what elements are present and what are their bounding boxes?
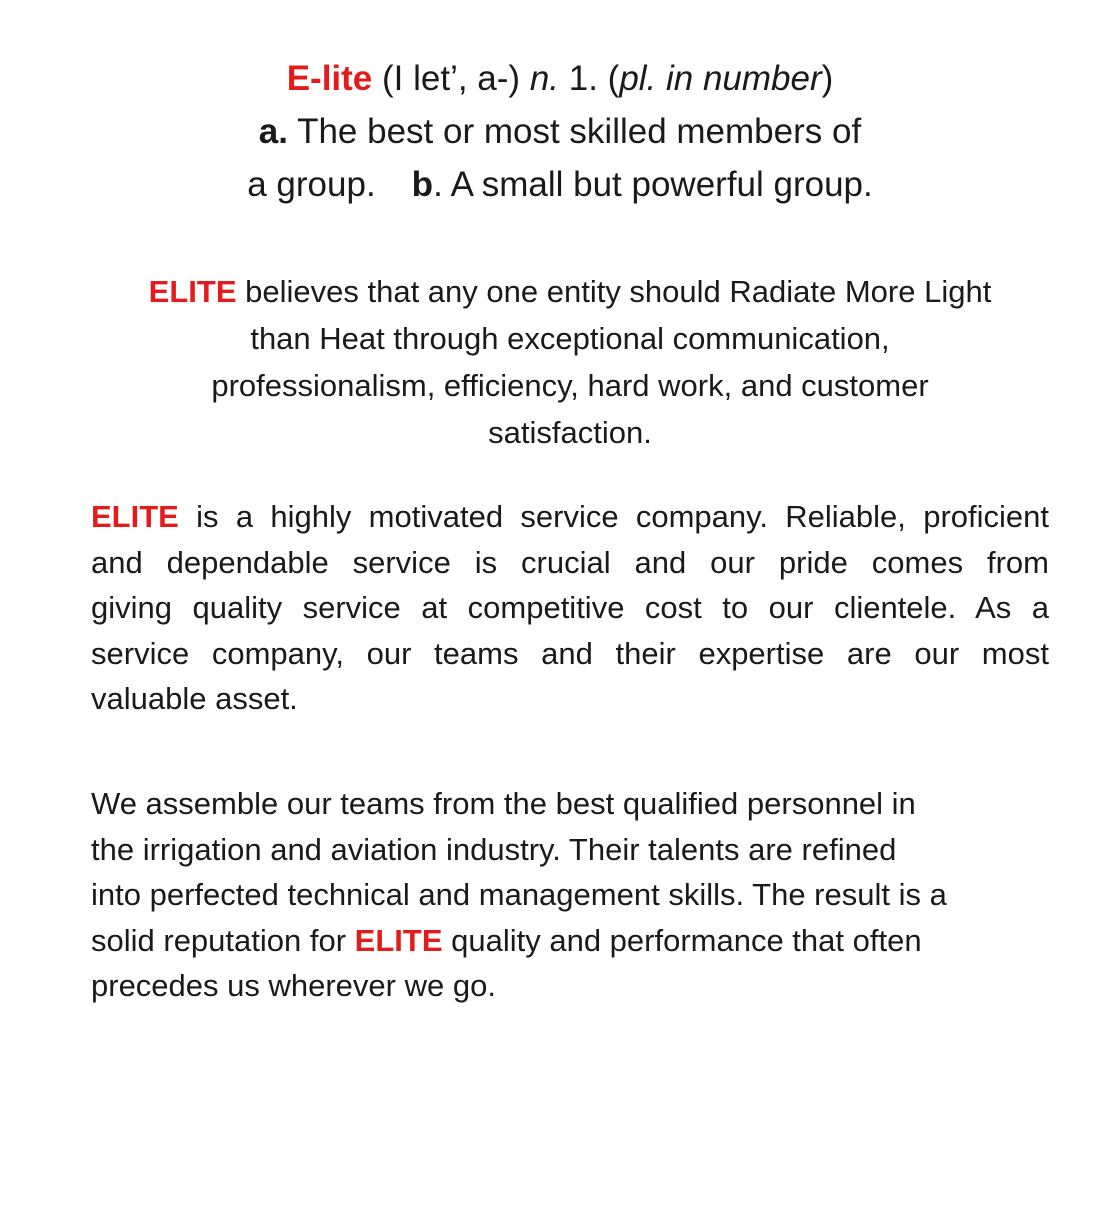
- plural-note: pl. in number: [619, 59, 822, 98]
- belief-line-2: than Heat through exceptional communication,: [250, 321, 890, 356]
- team-description: [91, 781, 1049, 1009]
- description-line-2: and dependable service is crucial and our pride comes from: [91, 544, 1049, 580]
- close-paren: ): [821, 59, 834, 98]
- brand-name: ELITE: [148, 274, 237, 309]
- team-line-2: the irrigation and aviation industry. Their talents are refined: [91, 831, 897, 867]
- brand-name: ELITE: [354, 922, 443, 958]
- team-line-1: We assemble our teams from the best qualified personnel in: [91, 786, 916, 821]
- definition-line-3: [120, 158, 1000, 211]
- brand-name: ELITE: [91, 499, 179, 534]
- team-line-4: [91, 918, 1049, 964]
- part-of-speech: n.: [529, 59, 560, 98]
- sense-b-marker: b: [411, 165, 434, 204]
- company-description: [91, 494, 1049, 722]
- belief-line-3: professionalism, efficiency, hard work, and customer: [211, 368, 929, 403]
- dictionary-definition: [120, 52, 1000, 211]
- sense-number: 1. (: [559, 59, 620, 98]
- team-line-5: precedes us wherever we go.: [91, 968, 496, 1003]
- team-line-3: into perfected technical and management skills. The result is a: [91, 877, 947, 912]
- belief-line-4: satisfaction.: [488, 415, 652, 450]
- belief-text-1: believes that any one entity should Radiate More Light: [236, 274, 992, 309]
- sense-a-text-2: a group.: [247, 165, 376, 204]
- definition-line-1: [120, 52, 1000, 105]
- description-line-1: [91, 494, 1049, 540]
- description-line-3: giving quality service at competitive cost to our clientele. As a: [91, 590, 1049, 625]
- pronunciation: (I let’, a-): [372, 59, 530, 98]
- team-text-4a: solid reputation for: [91, 922, 355, 958]
- sense-b-text: . A small but powerful group.: [433, 165, 873, 204]
- description-line-5: valuable asset.: [91, 681, 298, 716]
- belief-statement: [80, 268, 1060, 456]
- description-text-1: is a highly motivated service company. Reliable, proficient: [178, 499, 1049, 534]
- definition-line-2: [120, 105, 1000, 158]
- headword: E-lite: [286, 59, 373, 98]
- belief-line-1: [80, 268, 1060, 315]
- sense-a-marker: a.: [258, 112, 288, 151]
- sense-a-text-1: The best or most skilled members of: [288, 112, 862, 151]
- description-line-4: service company, our teams and their expertise are our most: [91, 635, 1049, 671]
- team-text-4b: quality and performance that often: [442, 922, 922, 958]
